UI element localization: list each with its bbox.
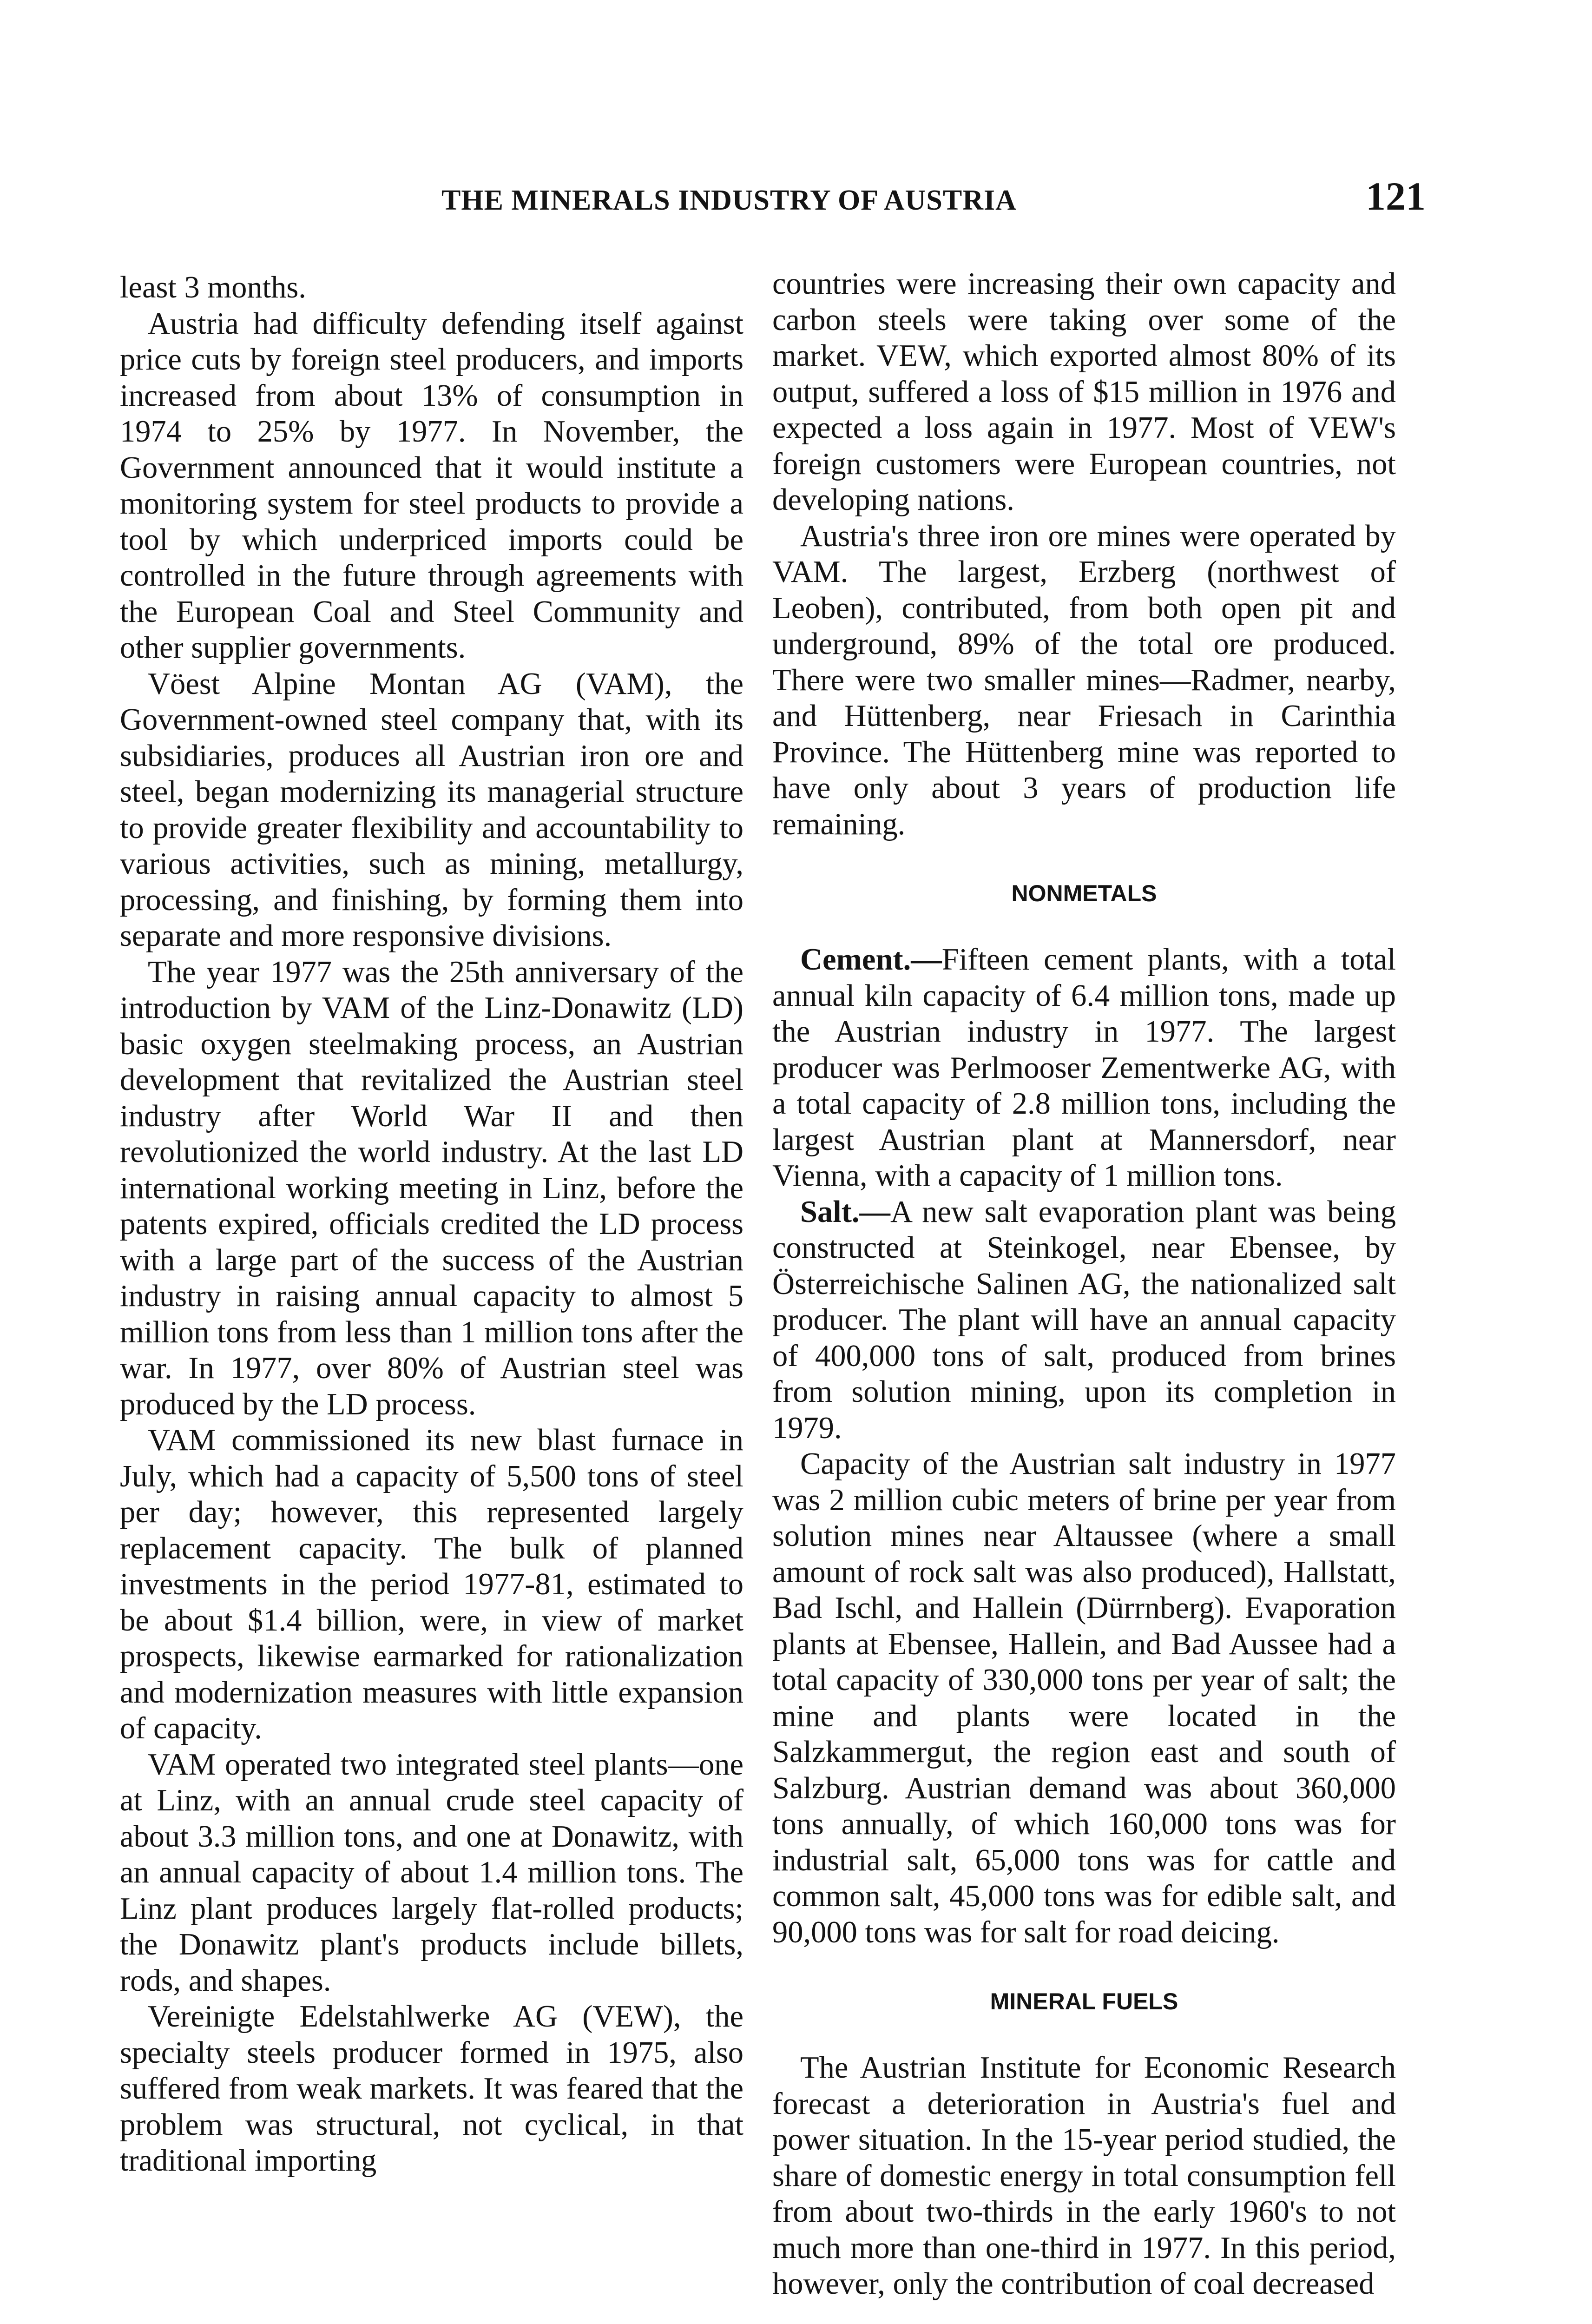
salt-text: A new salt evaporation plant was being constructed at Steinkogel, near Ebensee, by Österreichische Salinen AG, the nationalized salt producer. The plant will have an annual capacity of 400,000 tons of salt, produced from brines from solution mining, upon its completion in 1979. [772,1195,1396,1445]
paragraph-continuation: least 3 months. [120,271,306,304]
cement-text: Fifteen cement plants, with a total annual kiln capacity of 6.4 million tons, made up the Austrian industry in 1977. The largest producer was Perlmooser Zementwerke AG, with a total capacity of 2.8 million tons, including the largest Austrian plant at Mannersdorf, near Vienna, with a capacity of 1 million tons. [772,943,1396,1193]
paragraph-vew: Vereinigte Edelstahlwerke AG (VEW), the specialty steels producer formed in 1975, also suffered from weak markets. It was feared that the problem was structural, not cyclical, in that traditional importing [120,2000,743,2178]
paragraph-steel-plants: VAM operated two integrated steel plants—one at Linz, with an annual crude steel capacity of about 3.3 million tons, and one at Donawitz, with an annual capacity of about 1.4 million tons. The Linz plant produces largely flat-rolled products; the Donawitz plant's products include billets, rods, and shapes. [120,1747,743,1998]
paragraph-ld-anniversary: The year 1977 was the 25th anniversary of the introduction by VAM of the Linz-Donawitz (LD) basic oxygen steelmaking process, an Austrian development that revitalized the Austrian steel industry after World War II and then revolutionized the world industry. At the last LD international working meeting in Linz, before the patents expired, officials credited the LD process with a large part of the success of the Austrian industry in raising annual capacity to almost 5 million tons from less than 1 million tons after the war. In 1977, over 80% of Austrian steel was produced by the LD process. [120,955,743,1421]
paragraph-vew-continued: countries were increasing their own capacity and carbon steels were taking over some of the market. VEW, which exported almost 80% of its output, suffered a loss of $15 million in 1976 and expected a loss again in 1977. Most of VEW's foreign customers were European countries, not developing nations. [772,267,1396,517]
paragraph-salt-capacity: Capacity of the Austrian salt industry in 1977 was 2 million cubic meters of brine per year from solution mines near Altaussee (where a small amount of rock salt was also produced), Hallstatt, Bad Ischl, and Hallein (Dürrnberg). Evaporation plants at Ebensee, Hallein, and Bad Aussee had a total capacity of 330,000 tons per year of salt; the mine and plants were located in the Salzkammergut, the region east and south of Salzburg. Austrian demand was about 360,000 tons annually, of which 160,000 tons was for industrial salt, 65,000 tons was for cattle and common salt, 45,000 tons was for edible salt, and 90,000 tons was for salt for road deicing. [772,1447,1396,1949]
cement-run-in-label: Cement.— [800,943,942,977]
paragraph-salt [772,1194,1396,1446]
paragraph-iron-ore-mines: Austria's three iron ore mines were operated by VAM. The largest, Erzberg (northwest of Leoben), contributed, from both open pit and underground, 89% of the total ore produced. There were two smaller mines—Radmer, nearby, and Hüttenberg, near Friesach in Carinthia Province. The Hüttenberg mine was reported to have only about 3 years of production life remaining. [772,519,1396,841]
running-title: THE MINERALS INDUSTRY OF AUSTRIA [441,185,1017,216]
section-heading-nonmetals: NONMETALS [1011,880,1157,906]
section-heading-mineral-fuels: MINERAL FUELS [990,1988,1178,2014]
salt-run-in-label: Salt.— [800,1195,890,1229]
paragraph-vam-restructuring: Vöest Alpine Montan AG (VAM), the Government-owned steel company that, with its subsidiaries, produces all Austrian iron ore and steel, began modernizing its managerial structure to provide greater flexibility and accountability to various activities, such as mining, metallurgy, processing, and finishing, by forming them into separate and more responsive divisions. [120,667,743,953]
left-column [120,270,743,2179]
paragraph-blast-furnace: VAM commissioned its new blast furnace in July, which had a capacity of 5,500 tons of steel per day; however, this represented largely replacement capacity. The bulk of planned investments in the period 1977-81, estimated to be about $1.4 billion, were, in view of market prospects, likewise earmarked for rationalization and modernization measures with little expansion of capacity. [120,1423,743,1745]
paragraph-import-competition: Austria had difficulty defending itself against price cuts by foreign steel producers, and imports increased from about 13% of consumption in 1974 to 25% by 1977. In November, the Government announced that it would institute a monitoring system for steel products to provide a tool by which underpriced imports could be controlled in the future through agreements with the European Coal and Steel Community and other supplier governments. [120,306,743,665]
paragraph-cement [772,942,1396,1194]
page-number: 121 [1366,174,1426,218]
paragraph-mineral-fuels: The Austrian Institute for Economic Research forecast a deterioration in Austria's fuel and power situation. In the 15-year period studied, the share of domestic energy in total consumption fell from about two-thirds in the early 1960's to not much more than one-third in 1977. In this period, however, only the contribution of coal decreased [772,2051,1396,2301]
right-column [772,266,1396,2302]
